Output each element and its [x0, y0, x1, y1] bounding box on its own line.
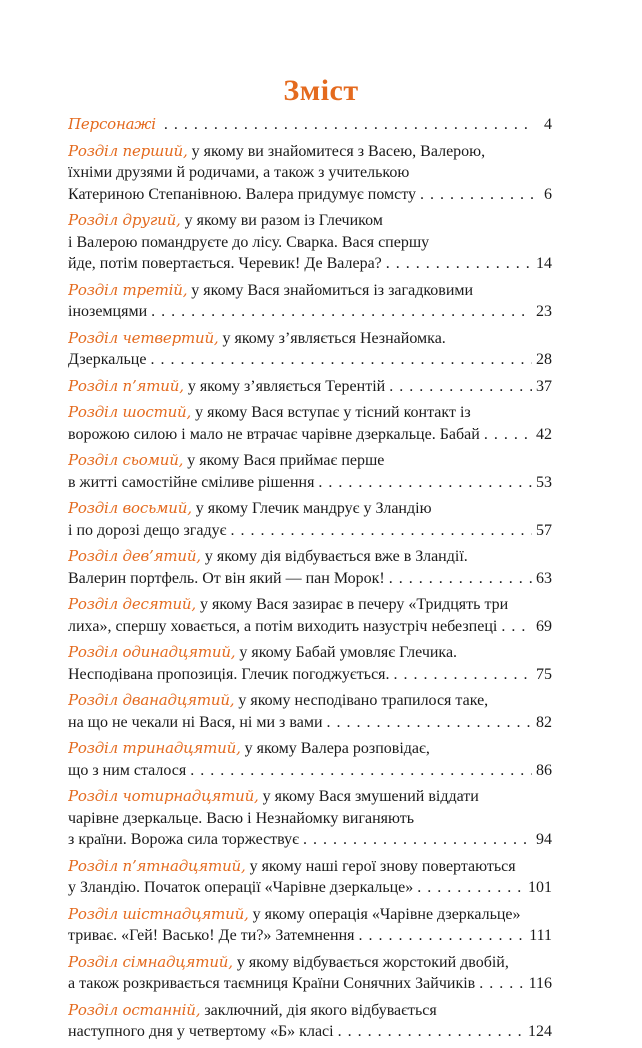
toc-line [68, 829, 552, 851]
toc-line [68, 280, 552, 302]
toc-line [68, 210, 552, 232]
leader-dots [389, 568, 532, 590]
toc-line [68, 253, 552, 275]
toc-line [68, 402, 552, 424]
toc-entry[interactable] [68, 210, 552, 275]
page-number: 94 [536, 831, 552, 848]
chapter-description: у якому операція «Чарівне дзеркальце» [252, 905, 521, 923]
toc-entry[interactable] [68, 402, 552, 445]
chapter-description: триває. «Гей! Васько! Де ти?» Затемнення [68, 927, 355, 944]
toc-line [68, 232, 552, 254]
page-number: 37 [536, 377, 552, 395]
leader-dots [417, 877, 524, 899]
toc-line [68, 904, 552, 926]
leader-dots [190, 760, 532, 782]
toc-line [68, 520, 552, 542]
toc-line [68, 568, 552, 590]
page-number: 86 [536, 761, 552, 779]
toc-entry[interactable] [68, 141, 552, 206]
page-number: 69 [536, 617, 552, 635]
chapter-description: у якому з’являється Незнайомка. [222, 329, 446, 347]
chapter-label: Розділ п’ятий, [68, 376, 184, 395]
chapter-label: Розділ сімнадцятий, [68, 952, 233, 971]
chapter-description: у якому Глечик мандрує у Зландію [195, 500, 432, 517]
chapter-description: їхніми друзями й родичами, а також з учителькою [68, 164, 410, 181]
chapter-label: Розділ четвертий, [68, 328, 219, 347]
page-number: 75 [536, 665, 552, 683]
leader-dots [484, 424, 532, 446]
table-of-contents [68, 114, 552, 1048]
toc-entry[interactable] [68, 1000, 552, 1043]
leader-dots [338, 1021, 524, 1043]
chapter-description: наступного дня у четвертому «Б» класі [68, 1023, 334, 1040]
toc-line [68, 786, 552, 808]
toc-line [68, 690, 552, 712]
chapter-label: Персонажі [68, 115, 156, 133]
toc-line [68, 424, 552, 446]
page-number: 4 [544, 116, 552, 133]
toc-line [68, 162, 552, 184]
page-number: 6 [544, 185, 552, 203]
chapter-description: у якому Вася змушений віддати [262, 788, 479, 805]
toc-entry[interactable] [68, 904, 552, 947]
toc-line [68, 594, 552, 616]
chapter-description: у якому Вася знайомиться із загадковими [191, 281, 474, 299]
page-number: 23 [536, 303, 552, 320]
leader-dots [230, 520, 532, 542]
chapter-description: у якому відбувається жорстокий двобій, [236, 953, 509, 971]
toc-line [68, 301, 552, 323]
toc-line [68, 738, 552, 760]
chapter-description: у якому дія відбувається вже в Зландії. [204, 548, 468, 565]
chapter-description: у якому ви знайомитеся з Васею, Валерою, [191, 142, 486, 160]
chapter-description: Дзеркальце [68, 351, 147, 368]
toc-line [68, 760, 552, 782]
toc-line [68, 349, 552, 371]
chapter-description: в житті самостійне сміливе рішення [68, 473, 315, 491]
toc-entry[interactable] [68, 642, 552, 685]
leader-dots [150, 349, 532, 371]
chapter-description: з країни. Ворожа сила торжествує [68, 831, 300, 848]
chapter-description: у Зландію. Початок операції «Чарівне дзеркальце» [68, 879, 414, 896]
toc-line [68, 877, 552, 899]
page-number: 14 [536, 255, 552, 272]
chapter-label: Розділ другий, [68, 211, 181, 229]
leader-dots [303, 829, 532, 851]
leader-dots [164, 114, 534, 136]
chapter-description: ворожою силою і мало не втрачає чарівне дзеркальце. Бабай [68, 425, 480, 443]
leader-dots [394, 664, 532, 686]
toc-entry[interactable] [68, 376, 552, 398]
toc-line [68, 808, 552, 830]
chapter-description: у якому Вася приймає перше [187, 452, 385, 469]
chapter-label: Розділ десятий, [68, 595, 196, 613]
chapter-label: Розділ одинадцятий, [68, 643, 236, 661]
toc-line [68, 546, 552, 568]
chapter-description: у якому Вася вступає у тісний контакт із [195, 404, 471, 421]
leader-dots [386, 253, 532, 275]
leader-dots [318, 472, 532, 494]
chapter-description: а також розкривається таємниця Країни Сонячних Зайчиків [68, 975, 476, 992]
chapter-description: Валерин портфель. От він який — пан Морок! [68, 569, 385, 587]
chapter-label: Розділ сьомий, [68, 451, 184, 469]
toc-line [68, 973, 552, 995]
toc-entry[interactable] [68, 114, 552, 136]
chapter-label: Розділ тринадцятий, [68, 739, 241, 757]
toc-line [68, 376, 552, 398]
entry-gap [68, 1043, 552, 1048]
toc-line [68, 664, 552, 686]
chapter-description: йде, потім повертається. Черевик! Де Валера? [68, 255, 382, 272]
chapter-description: у якому Валера розповідає, [244, 740, 430, 757]
toc-entry[interactable] [68, 738, 552, 781]
toc-entry[interactable] [68, 498, 552, 541]
toc-line [68, 616, 552, 638]
toc-entry[interactable] [68, 690, 552, 733]
chapter-description: у якому Вася зазирає в печеру «Тридцять три [199, 596, 509, 613]
chapter-label: Розділ останній, [68, 1000, 201, 1019]
chapter-description: Несподівана пропозиція. Глечик погоджується. [68, 665, 390, 683]
toc-line [68, 856, 552, 878]
chapter-description: іноземцями [68, 303, 148, 320]
chapter-description: у якому ви разом із Глечиком [184, 212, 383, 229]
chapter-label: Розділ дев’ятий, [68, 547, 201, 565]
toc-entry[interactable] [68, 280, 552, 323]
chapter-description: і Валерою помандруєте до лісу. Сварка. Вася спершу [68, 233, 430, 251]
page-number: 28 [536, 351, 552, 368]
toc-entry[interactable] [68, 328, 552, 371]
toc-entry[interactable] [68, 594, 552, 637]
toc-entry[interactable] [68, 450, 552, 493]
chapter-label: Розділ шістнадцятий, [68, 904, 249, 923]
toc-line [68, 114, 552, 136]
toc-entry[interactable] [68, 856, 552, 899]
chapter-description: лиха», спершу ховається, а потім виходить назустріч небезпеці [68, 617, 498, 635]
chapter-description: у якому з’являється Терентій [187, 377, 386, 395]
toc-line [68, 328, 552, 350]
page-number: 111 [529, 927, 552, 944]
chapter-label: Розділ чотирнадцятий, [68, 787, 259, 805]
leader-dots [358, 925, 525, 947]
page-number: 116 [528, 975, 552, 992]
toc-line [68, 498, 552, 520]
leader-dots [327, 712, 532, 734]
toc-line [68, 952, 552, 974]
page-number: 53 [536, 473, 552, 491]
page-number: 57 [536, 521, 552, 539]
chapter-description: заключний, дія якого відбувається [204, 1001, 437, 1019]
chapter-description: на що не чекали ні Вася, ні ми з вами [68, 713, 323, 731]
chapter-label: Розділ перший, [68, 141, 188, 160]
chapter-label: Розділ восьмий, [68, 499, 192, 517]
toc-entry[interactable] [68, 786, 552, 851]
toc-entry[interactable] [68, 952, 552, 995]
leader-dots [420, 184, 534, 206]
toc-line [68, 450, 552, 472]
chapter-description: Катериною Степанівною. Валера придумує помсту [68, 185, 417, 203]
toc-line [68, 1000, 552, 1022]
chapter-description: у якому наші герої знову повертаються [249, 857, 516, 875]
toc-line [68, 184, 552, 206]
leader-dots [389, 376, 532, 398]
toc-line [68, 141, 552, 163]
leader-dots [501, 616, 532, 638]
chapter-label: Розділ шостий, [68, 403, 192, 421]
chapter-description: у якому Бабай умовляє Глечика. [239, 644, 458, 661]
page-number: 82 [536, 713, 552, 731]
chapter-label: Розділ п’ятнадцятий, [68, 856, 246, 875]
chapter-description: і по дорозі дещо згадує [68, 521, 227, 539]
leader-dots [479, 973, 524, 995]
toc-line [68, 642, 552, 664]
chapter-label: Розділ дванадцятий, [68, 691, 235, 709]
page-number: 124 [528, 1023, 552, 1040]
chapter-description: у якому несподівано трапилося таке, [238, 692, 489, 709]
toc-line [68, 712, 552, 734]
toc-line [68, 1021, 552, 1043]
toc-line [68, 472, 552, 494]
chapter-label: Розділ третій, [68, 280, 188, 299]
toc-line [68, 925, 552, 947]
page-title: Зміст [283, 74, 359, 107]
chapter-description: чарівне дзеркальце. Васю і Незнайомку виганяють [68, 809, 415, 827]
chapter-description: що з ним сталося [68, 761, 187, 779]
leader-dots [151, 301, 532, 323]
page-number: 63 [536, 569, 552, 587]
page-number: 42 [536, 425, 552, 443]
toc-entry[interactable] [68, 546, 552, 589]
page-number: 101 [528, 879, 552, 896]
